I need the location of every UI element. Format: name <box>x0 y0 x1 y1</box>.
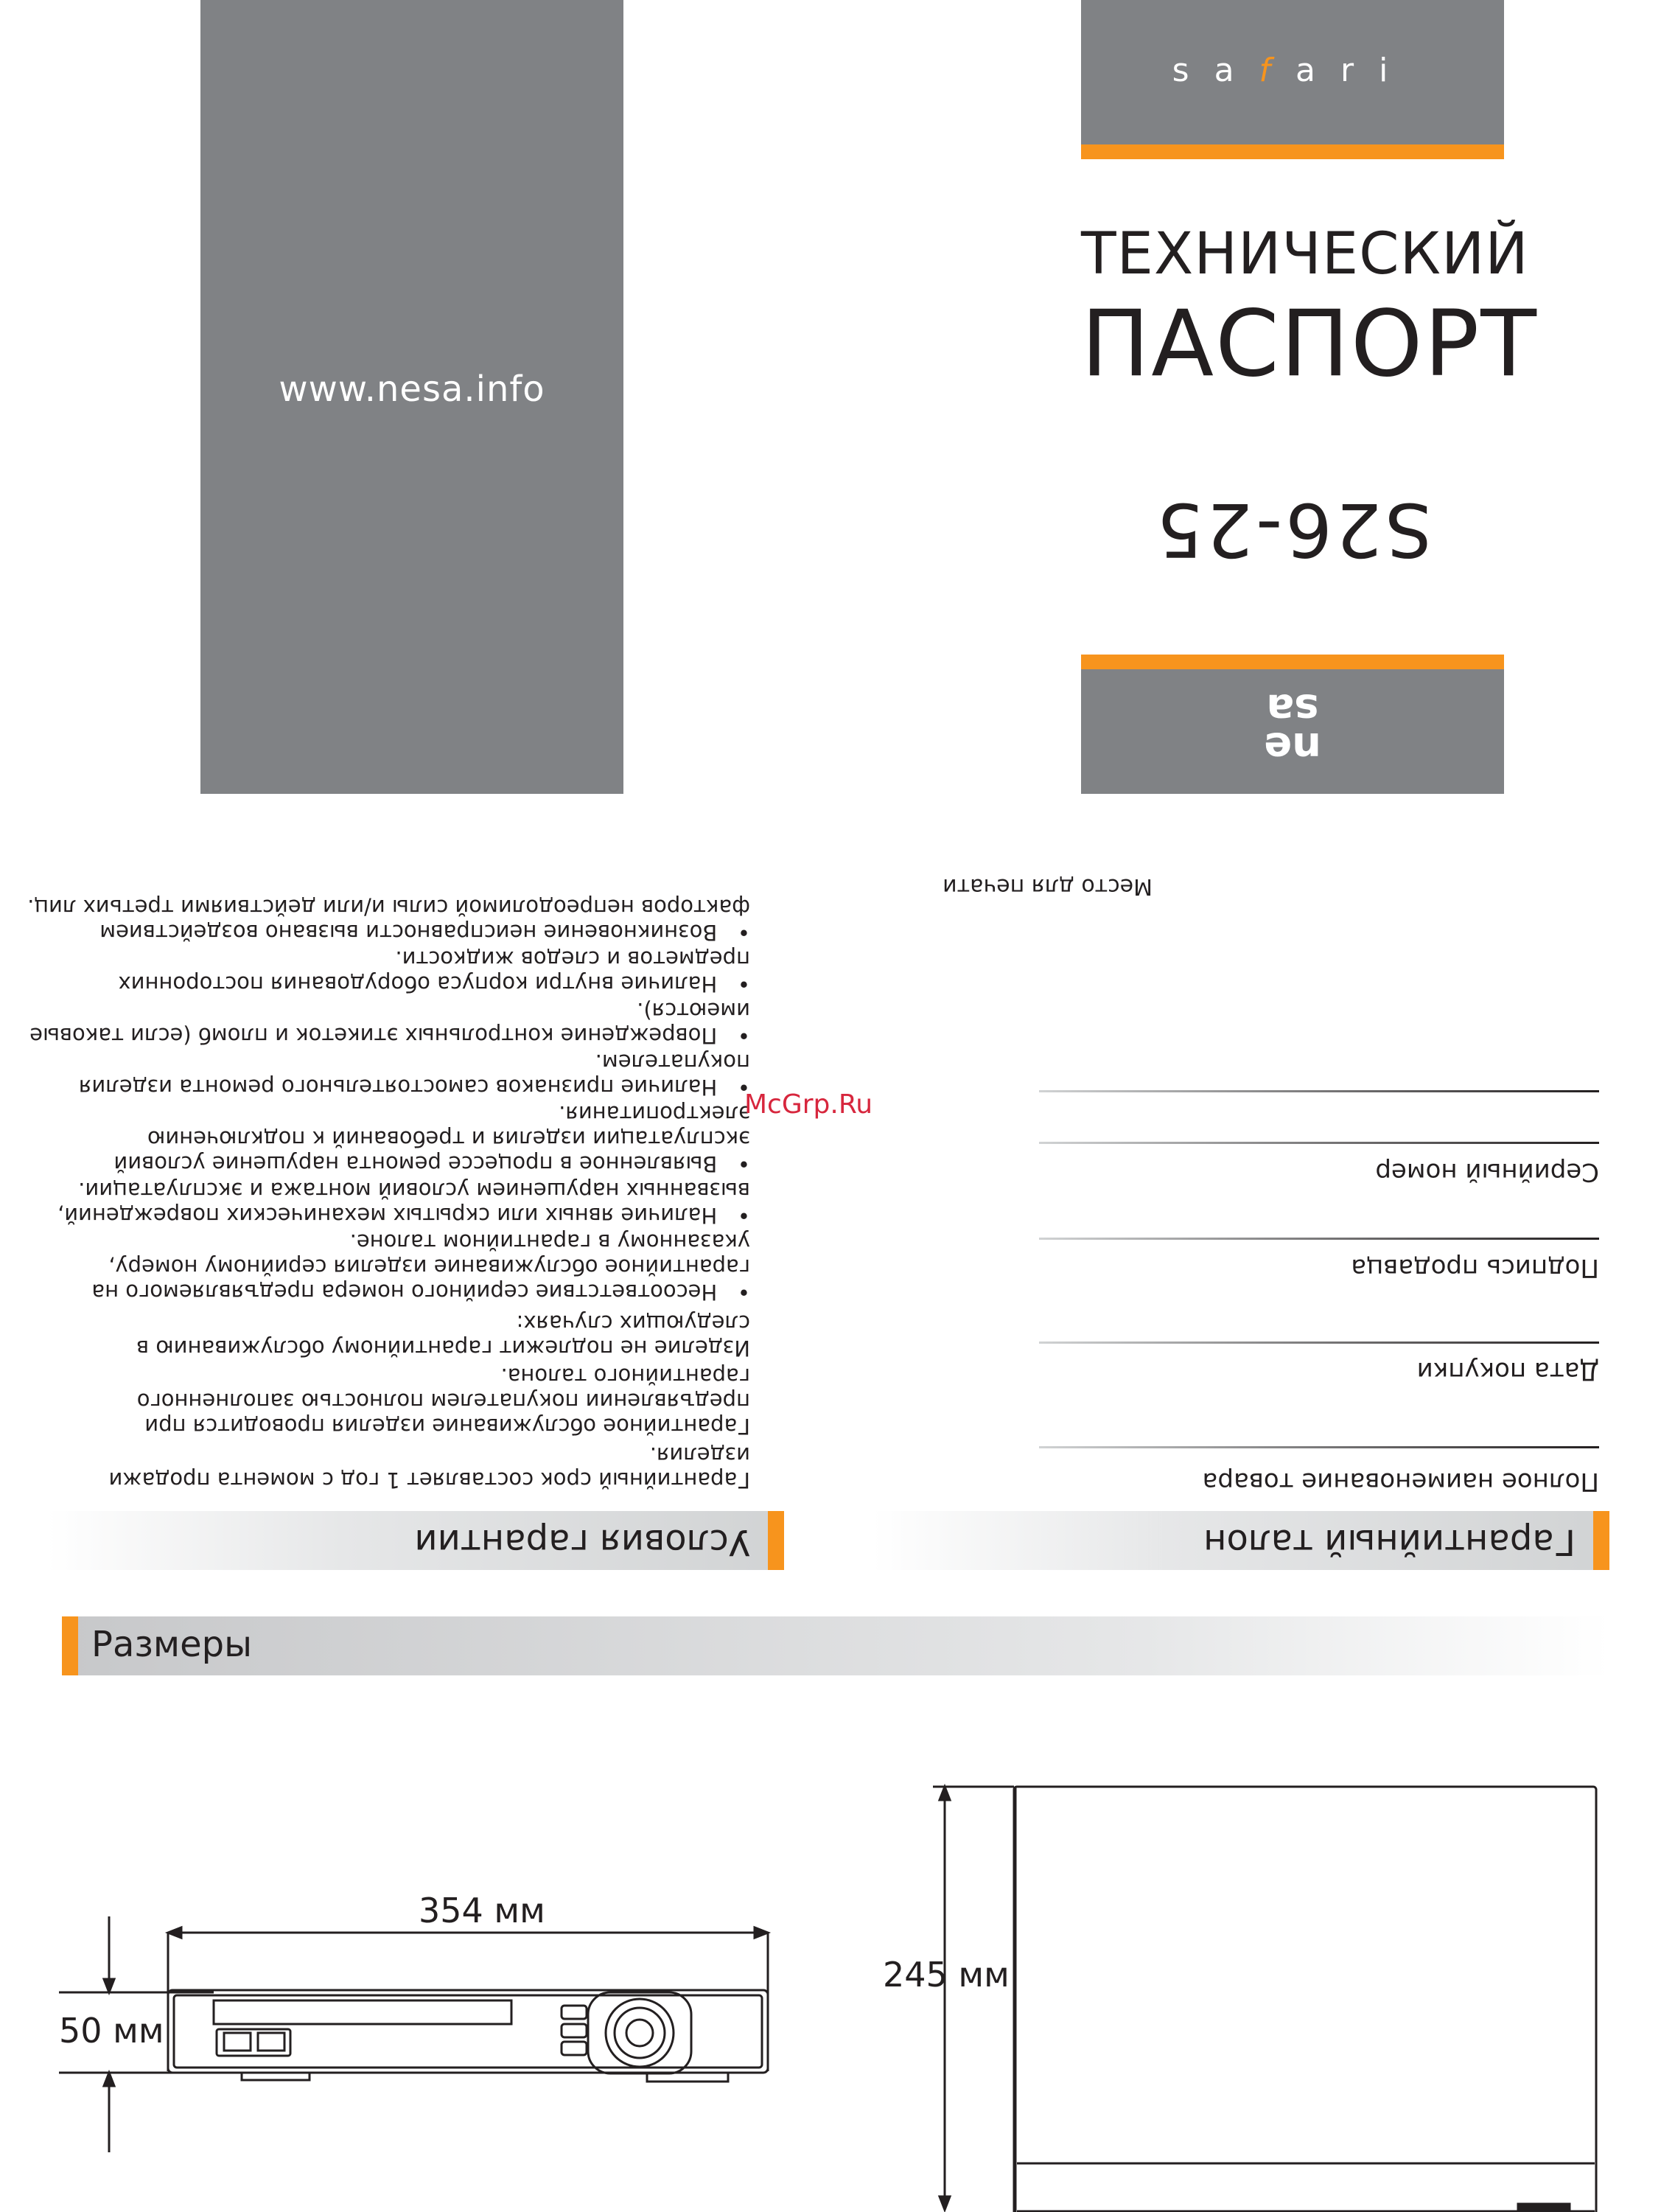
top-view-drawing <box>906 1776 1661 2212</box>
dimensions-title: Размеры <box>91 1624 252 1665</box>
field-line <box>1039 1238 1599 1240</box>
field-product-name: Полное наименование товара <box>1202 1467 1599 1496</box>
terms-bullet: • Наличие явных или скрытых механических повреждений, вызванных нарушением условий монтажа и эксплуатации. <box>57 1178 750 1228</box>
maker-banner-stripe <box>1081 655 1504 669</box>
warranty-card-title: Гарантийный талон <box>1203 1521 1576 1563</box>
terms-paragraph: Изделие не подлежит гарантийному обслуживанию в следующих случаях: <box>136 1311 750 1361</box>
field-purchase-date: Дата покупки <box>1416 1356 1599 1386</box>
width-dimension-label: 354 мм <box>419 1891 545 1930</box>
watermark: McGrp.Ru <box>744 1089 873 1120</box>
terms-bullet: • Несоответствие серийного номера предъявляемого на гарантийное обслуживание изделия серийному номеру, указанному в гарантийном талоне. <box>91 1229 750 1305</box>
field-line <box>1039 1446 1599 1448</box>
brand-banner-stripe <box>1081 144 1504 159</box>
model-number: S26-25 <box>1153 486 1433 573</box>
field-seller-signature: Подпись продавца <box>1351 1253 1599 1283</box>
warranty-terms-header <box>47 1511 784 1570</box>
document-title-line1: ТЕХНИЧЕСКИЙ <box>1081 221 1529 287</box>
warranty-card-header <box>873 1511 1609 1570</box>
terms-paragraph: Гарантийное обслуживание изделия проводится при предъявлении покупателем полностью заполненного гарантийного талона. <box>136 1364 750 1439</box>
safari-logo: safari <box>1172 52 1413 89</box>
nesa-logo: ne sa <box>1264 685 1321 771</box>
height-dimension-label: 50 мм <box>59 2011 164 2051</box>
dimensions-header <box>62 1616 1609 1675</box>
terms-bullet: • Возникновение неисправности вызвано воздействием факторов непреодолимой силы и/или действиями третьих лиц. <box>27 895 750 945</box>
field-line <box>1039 1142 1599 1144</box>
field-line <box>1039 1341 1599 1344</box>
depth-dimension-label: 245 мм <box>883 1955 1010 1995</box>
warranty-terms-title: Условия гарантии <box>414 1521 750 1563</box>
field-line <box>1039 1090 1599 1092</box>
terms-bullet: • Наличие признаков самостоятельного ремонта изделия покупателем. <box>78 1050 750 1100</box>
document-title-line2: ПАСПОРТ <box>1081 291 1539 397</box>
stamp-place: Место для печати <box>943 873 1153 899</box>
website-url[interactable]: www.nesa.info <box>279 369 545 410</box>
terms-bullet: • Наличие внутри корпуса оборудования посторонних предметов и следов жидкости. <box>118 946 750 997</box>
field-serial-number: Серийный номер <box>1375 1157 1599 1187</box>
terms-paragraph: Гарантийный срок составляет 1 год с момента продажи изделия. <box>108 1442 750 1493</box>
terms-bullet: • Повреждение контрольных этикеток и пломб (если таковые имеются). <box>29 998 750 1048</box>
warranty-section-inverted <box>0 796 1661 1570</box>
terms-bullet: • Выявленное в процессе ремонта нарушение условий эксплуатации изделия и требований к подключению электропитания. <box>113 1101 750 1176</box>
